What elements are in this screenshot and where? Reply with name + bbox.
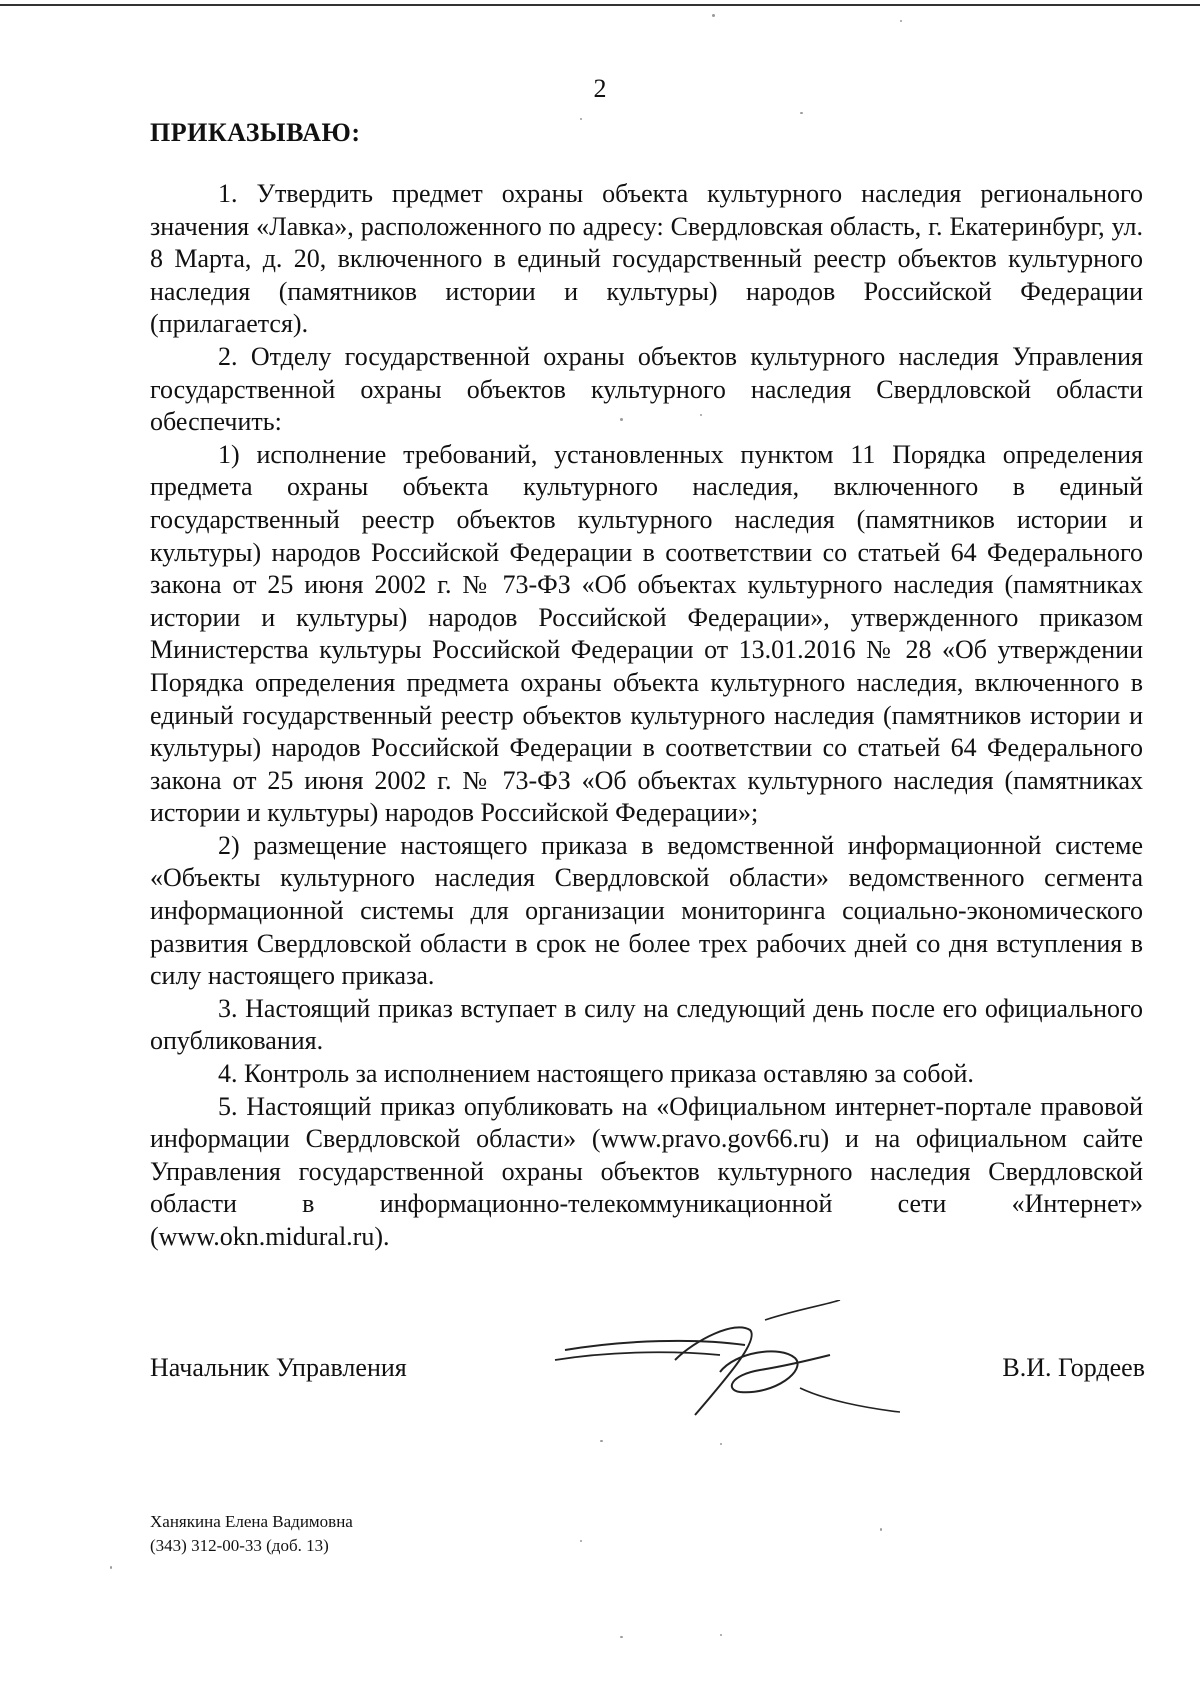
- contact-block: [150, 1510, 353, 1558]
- paragraph-4: 4. Контроль за исполнением настоящего приказа оставляю за собой.: [218, 1059, 974, 1089]
- scan-speck: [880, 1528, 882, 1531]
- page-number: 2: [593, 74, 607, 103]
- paragraph-1: 1. Утвердить предмет охраны объекта культурного наследия регионального значения «Лавка», расположенного по адресу: Свердловская область, г. Екатеринбург, ул. 8 Марта, д. 20, включенного в единый государственный реестр объектов культурного наследия (памятников истории и культуры) народов Российской Федерации (прилагается).: [150, 179, 1143, 339]
- scan-speck: [720, 1634, 722, 1636]
- scan-speck: [110, 1566, 112, 1569]
- paragraph-3: 3. Настоящий приказ вступает в силу на следующий день после его официального опубликования.: [150, 993, 1143, 1056]
- handwritten-signature: [545, 1300, 925, 1440]
- signatory-name: В.И. Гордеев: [1002, 1353, 1145, 1382]
- order-body: [150, 178, 1143, 1254]
- paragraph-2-1: 1) исполнение требований, установленных пунктом 11 Порядка определения предмета охраны объекта культурного наследия, включенного в единый государственный реестр объектов культурного наследия (памятников истории и культуры) народов Российской Федерации в соответствии со статьей 64 Федерального закона от 25 июня 2002 г. № 73-ФЗ «Об объектах культурного наследия (памятниках истории и культуры) народов Российской Федерации», утвержденного приказом Министерства культуры Российской Федерации от 13.01.2016 № 28 «Об утверждении Порядка определения предмета охраны объекта культурного наследия, включенного в единый государственный реестр объектов культурного наследия (памятников истории и культуры) народов Российской Федерации в соответствии со статьей 64 Федерального закона от 25 июня 2002 г. № 73-ФЗ «Об объектах культурного наследия (памятниках истории и культуры) народов Российской Федерации»;: [150, 439, 1143, 828]
- scan-speck: [580, 1540, 582, 1542]
- scan-speck: [620, 1636, 623, 1638]
- scan-speck: [700, 414, 702, 416]
- scan-speck: [712, 14, 715, 17]
- paragraph-5: 5. Настоящий приказ опубликовать на «Официальном интернет-портале правовой информации Свердловской области» (www.pravo.gov66.ru) и на официальном сайте Управления государственной охраны объектов культурного наследия Свердловской области в информационно-телекоммуникационной сети «Интернет» (www.okn.midural.ru).: [150, 1091, 1143, 1251]
- order-heading: ПРИКАЗЫВАЮ:: [150, 118, 361, 147]
- scan-speck: [720, 1443, 722, 1445]
- scan-speck: [600, 1440, 603, 1442]
- scan-speck: [800, 112, 803, 114]
- contact-name: Ханякина Елена Вадимовна: [150, 1512, 353, 1531]
- paragraph-2-2: 2) размещение настоящего приказа в ведомственной информационной системе «Объекты культурного наследия Свердловской области» ведомственного сегмента информационной системы для организации мониторинга социально-экономического развития Свердловской области в срок не более трех рабочих дней со дня вступления в силу настоящего приказа.: [150, 830, 1143, 991]
- scan-speck: [900, 20, 902, 22]
- top-border-line: [0, 4, 1200, 6]
- scan-speck: [580, 118, 582, 120]
- signatory-position: Начальник Управления: [150, 1353, 407, 1382]
- contact-phone: (343) 312-00-33 (доб. 13): [150, 1536, 329, 1555]
- scan-speck: [620, 418, 623, 421]
- paragraph-2: 2. Отделу государственной охраны объектов культурного наследия Управления государственной охраны объектов культурного наследия Свердловской области обеспечить:: [150, 341, 1143, 437]
